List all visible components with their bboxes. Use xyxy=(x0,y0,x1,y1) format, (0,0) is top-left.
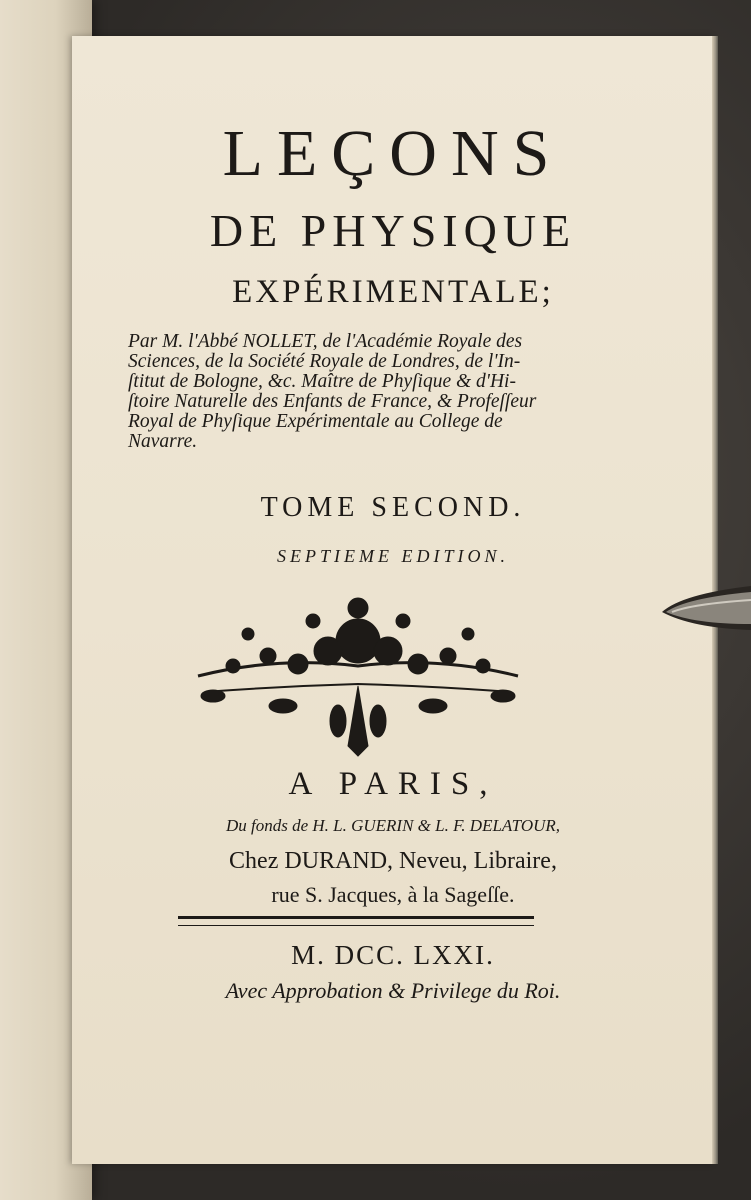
author-line: Royal de Phyſique Expérimentale au College de xyxy=(128,411,503,432)
title-page xyxy=(72,36,714,1164)
title-line-2: DE PHYSIQUE xyxy=(209,205,577,256)
double-rule-divider xyxy=(178,916,534,926)
title-line-3: EXPÉRIMENTALE; xyxy=(232,274,554,310)
author-block xyxy=(128,332,668,452)
publisher-line-1: Du fonds de H. L. GUERIN & L. F. DELATOUR, xyxy=(225,816,561,835)
author-line: Par M. l'Abbé NOLLET, de l'Académie Royale des xyxy=(128,331,523,352)
royal-approval: Avec Approbation & Privilege du Roi. xyxy=(225,978,561,1003)
publication-date: M. DCC. LXXI. xyxy=(291,940,495,970)
publication-place: A PARIS, xyxy=(288,766,498,802)
publisher-line-3: rue S. Jacques, à la Sageſſe. xyxy=(271,882,515,907)
floral-vignette-icon xyxy=(188,596,528,766)
author-line: ſtitut de Bologne, &c. Maître de Phyſique & d'Hi- xyxy=(128,371,516,392)
title-line-1: LEÇONS xyxy=(222,117,564,190)
publisher-line-2: Chez DURAND, Neveu, Libraire, xyxy=(229,848,557,874)
volume-label: TOME SECOND. xyxy=(260,492,526,523)
author-line: ſtoire Naturelle des Enfants de France, & Profeſſeur xyxy=(128,391,537,412)
edition-label: SEPTIEME EDITION. xyxy=(277,546,509,566)
author-line: Navarre. xyxy=(128,431,198,452)
author-line: Sciences, de la Société Royale de Londres, de l'In- xyxy=(128,351,521,372)
bookmark-icon xyxy=(662,584,751,634)
